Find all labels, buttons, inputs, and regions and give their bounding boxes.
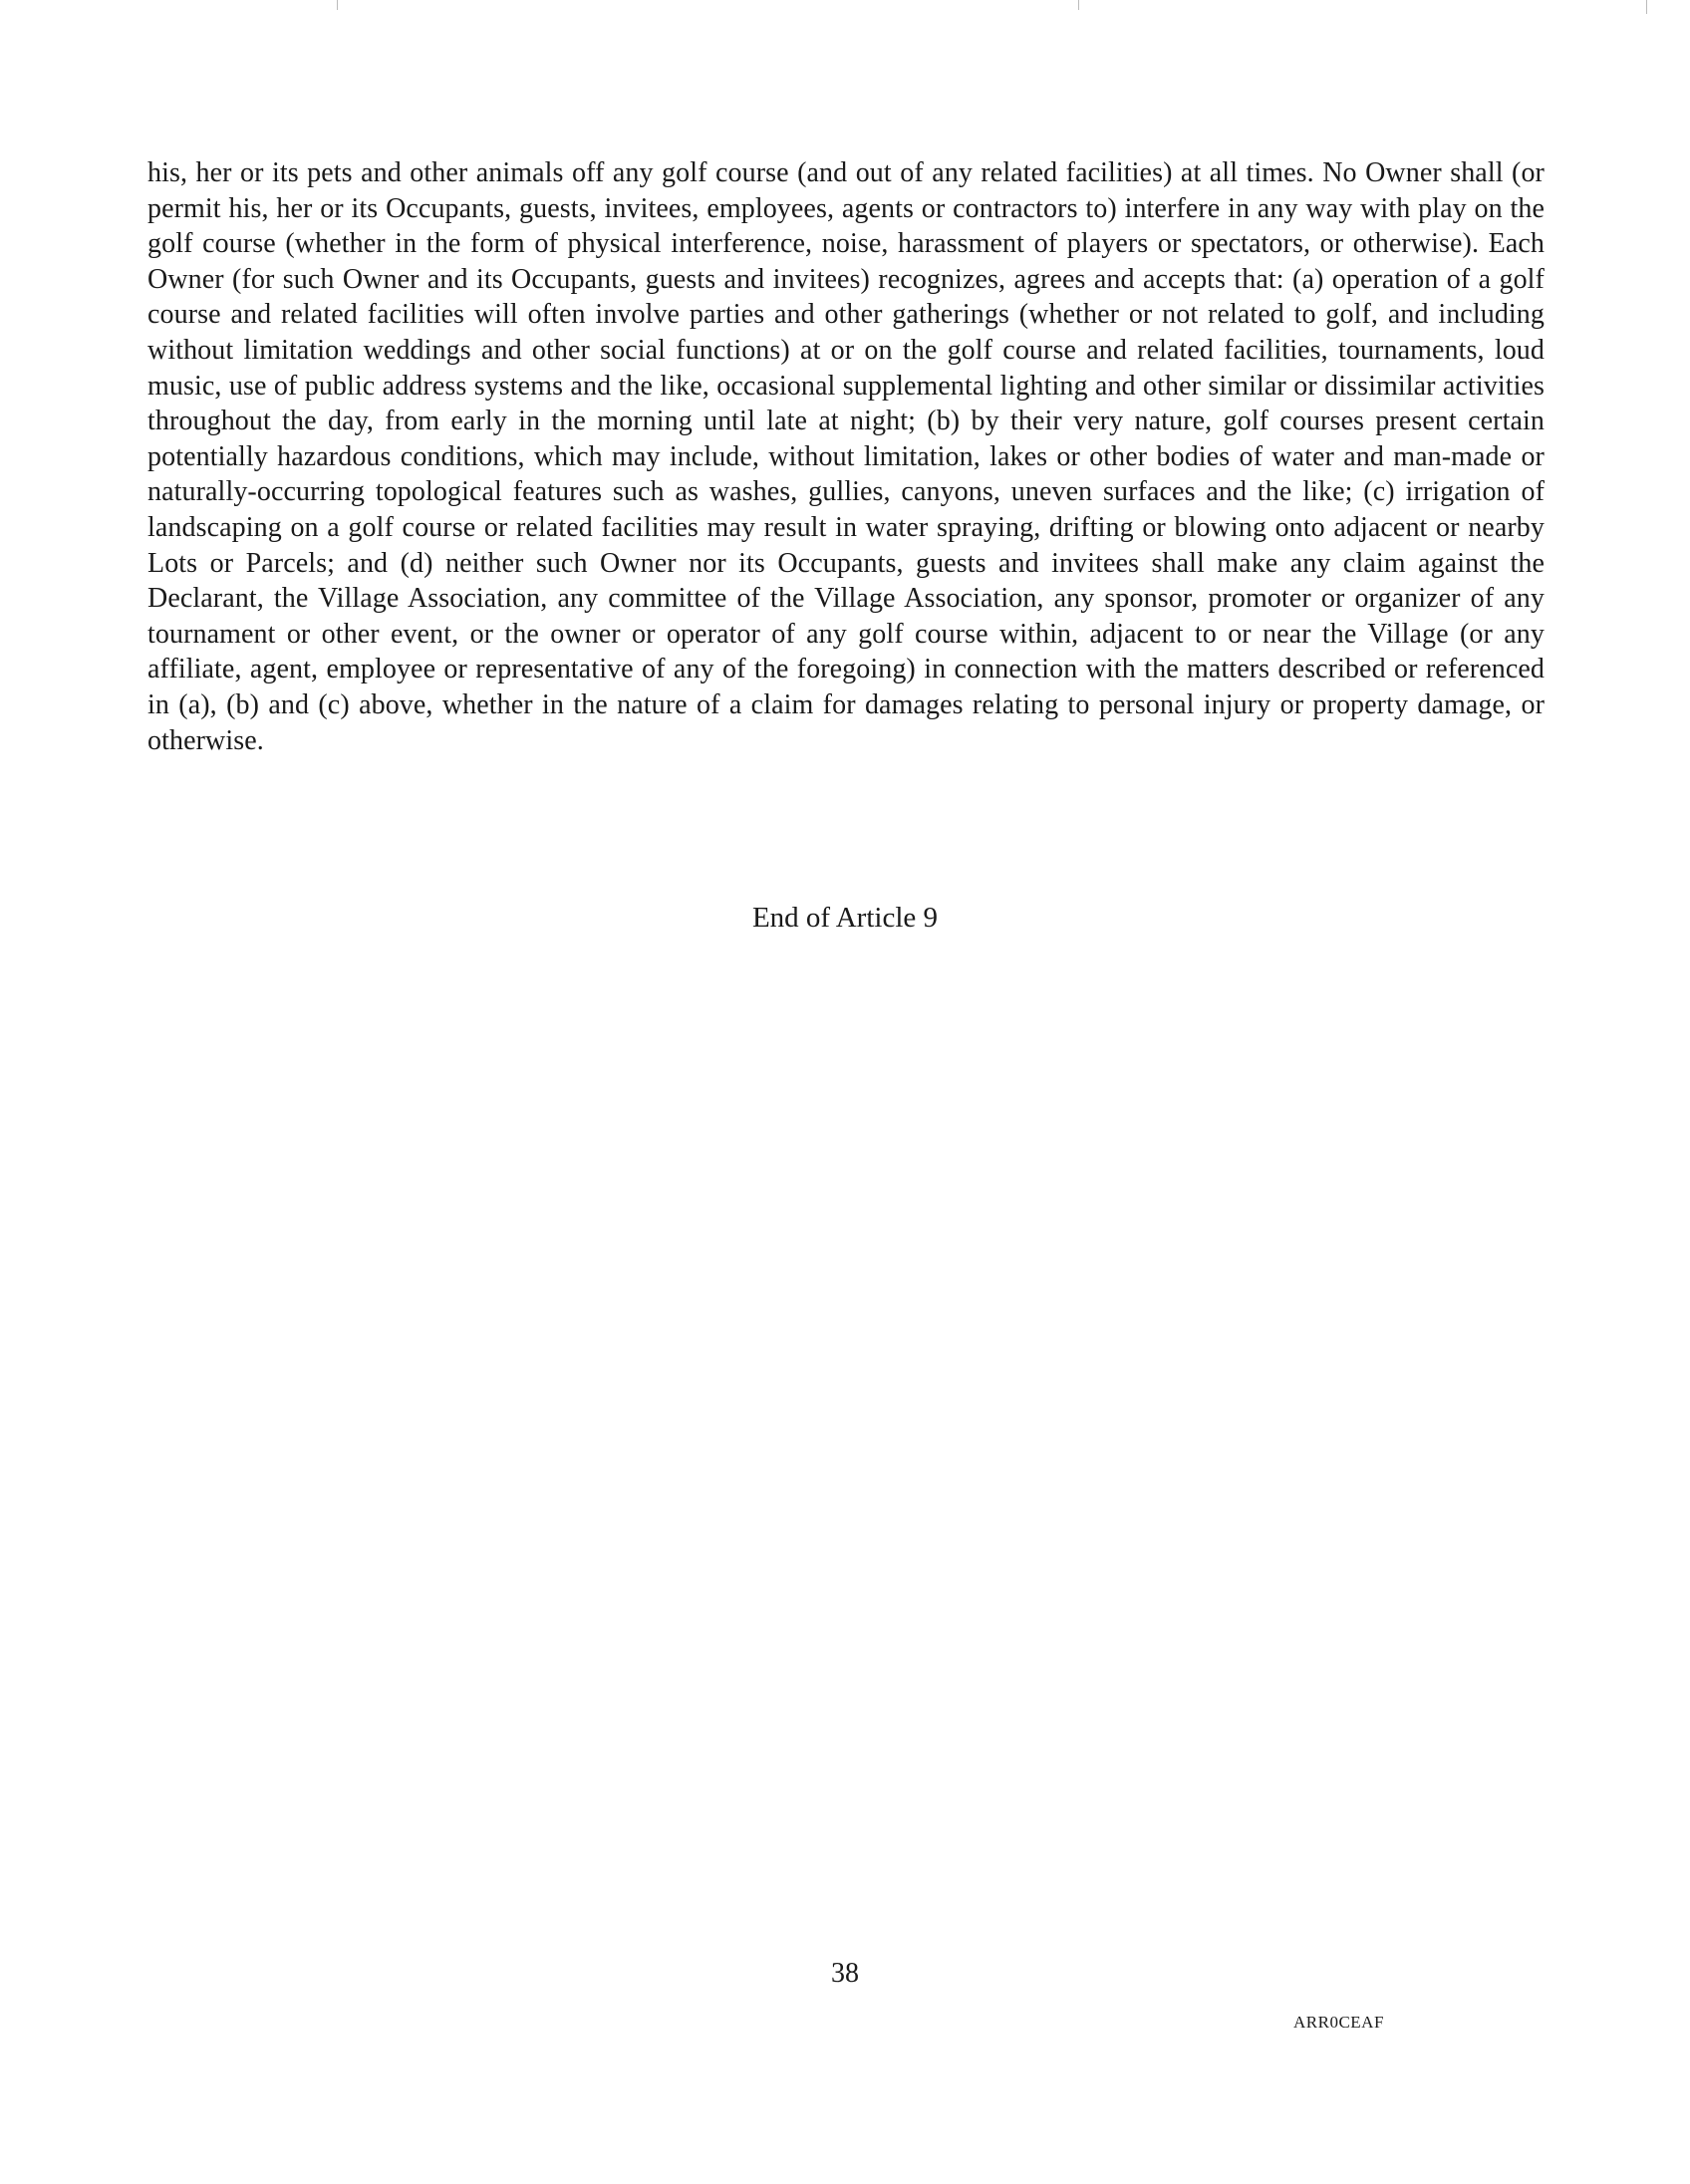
scan-artifact-mark xyxy=(337,0,338,10)
scan-artifact-mark xyxy=(1078,0,1079,10)
scan-artifact-mark xyxy=(1646,0,1647,14)
end-of-article-marker: End of Article 9 xyxy=(751,902,939,934)
document-code: ARR0CEAF xyxy=(1293,2013,1384,2032)
body-paragraph: his, her or its pets and other animals off any golf course (and out of any related facilities) at all times. No Owner shall (or permit his, her or its Occupants, guests, invitees, employees, agents or contractors to) interfere in any way with play on the golf course (whether in the form of physical interference, noise, harassment of players or spectators, or otherwise). Each Owner (for such Owner and its Occupants, guests and invitees) recognizes, agrees and accepts that: (a) operation of a golf course and related facilities will often involve parties and other gatherings (whether or not related to golf, and including without limitation weddings and other social functions) at or on the golf course and related facilities, tournaments, loud music, use of public address systems and the like, occasional supplemental lighting and other similar or dissimilar activities throughout the day, from early in the morning until late at night; (b) by their very nature, golf courses present certain potentially hazardous conditions, which may include, without limitation, lakes or other bodies of water and man-made or naturally-occurring topological features such as washes, gullies, canyons, uneven surfaces and the like; (c) irrigation of landscaping on a golf course or related facilities may result in water spraying, drifting or blowing onto adjacent or nearby Lots or Parcels; and (d) neither such Owner nor its Occupants, guests and invitees shall make any claim against the Declarant, the Village Association, any committee of the Village Association, any sponsor, promoter or organizer of any tournament or other event, or the owner or operator of any golf course within, adjacent to or near the Village (or any affiliate, agent, employee or representative of any of the foregoing) in connection with the matters described or referenced in (a), (b) and (c) above, whether in the nature of a claim for damages relating to personal injury or property damage, or otherwise. xyxy=(147,157,1545,756)
page-number: 38 xyxy=(831,1958,859,1989)
